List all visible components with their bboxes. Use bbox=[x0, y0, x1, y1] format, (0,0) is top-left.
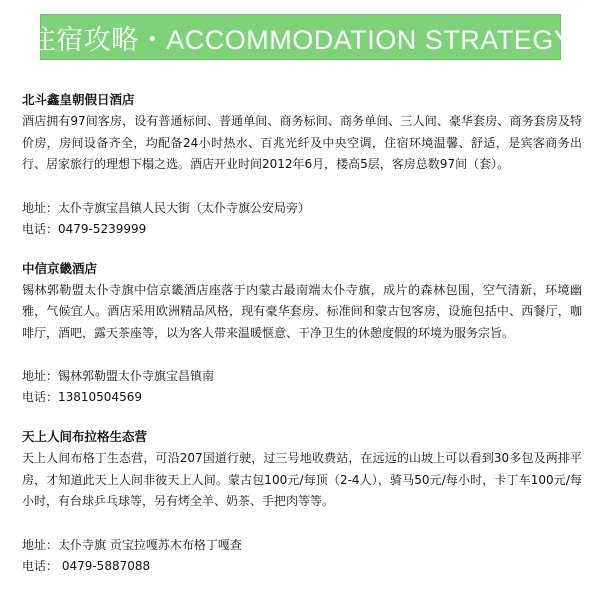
hotel-description: 锡林郭勒盟太仆寺旗中信京畿酒店座落于内蒙古最南端太仆寺旗，成片的森林包围，空气清新，环境幽雅，气候宜人。酒店采用欧洲精品风格，现有豪华套房、标准间和蒙古包客房，设施包括中、西餐厅，咖啡厅，酒吧，露天茶座等，以为客人带来温暖惬意、干净卫生的休憩度假的环境为服务宗旨。 bbox=[22, 282, 582, 340]
hotel-phone: 电话：0479-5239999 bbox=[22, 221, 147, 236]
banner-title: 住宿攻略・ACCOMMODATION STRATEGY bbox=[28, 24, 573, 55]
hotel-name: 天上人间布拉格生态营 bbox=[22, 429, 148, 444]
hotel-phone: 电话：13810504569 bbox=[22, 390, 142, 404]
hotel-name: 中信京畿酒店 bbox=[22, 260, 98, 276]
title-banner bbox=[28, 14, 573, 60]
hotel-description: 酒店拥有97间客房，设有普通标间、普通单间、商务标间、商务单间、三人间、豪华套房、商务套房及特价房，房间设备齐全，均配备24小时热水、百兆光纤及中央空调，住宿环境温馨、舒适，是宾客商务出行、居家旅行的理想下榻之选。酒店开业时间2012年6月，楼高5层，客房总数97间（套）。 bbox=[22, 114, 582, 171]
hotel-entry-zhongxin bbox=[22, 258, 582, 409]
hotel-address: 地址：太仆寺旗宝昌镇人民大街（太仆寺旗公安局旁） bbox=[22, 200, 311, 215]
hotel-entry-beidou bbox=[22, 89, 582, 240]
hotel-address: 地址：太仆寺旗 贡宝拉嘎苏木布格丁嘎查 bbox=[22, 537, 242, 552]
hotel-name: 北斗鑫皇朝假日酒店 bbox=[22, 92, 135, 107]
hotel-list bbox=[22, 89, 582, 577]
hotel-address: 地址：锡林郭勒盟太仆寺旗宝昌镇南 bbox=[22, 369, 215, 383]
hotel-phone: 电话： 0479-5887088 bbox=[22, 558, 151, 573]
hotel-description: 天上人间布格丁生态营，可沿207国道行驶，过三号地收费站，在远远的山坡上可以看到30多包及两排平房，才知道此天上人间非彼天上人间。蒙古包100元/每顶（2-4人），骑马50元/每小时，卡丁车100元/每小时，有台球乒乓球等，另有烤全羊、奶茶、手把肉等等。 bbox=[22, 451, 582, 508]
hotel-entry-tianshang bbox=[22, 426, 582, 577]
